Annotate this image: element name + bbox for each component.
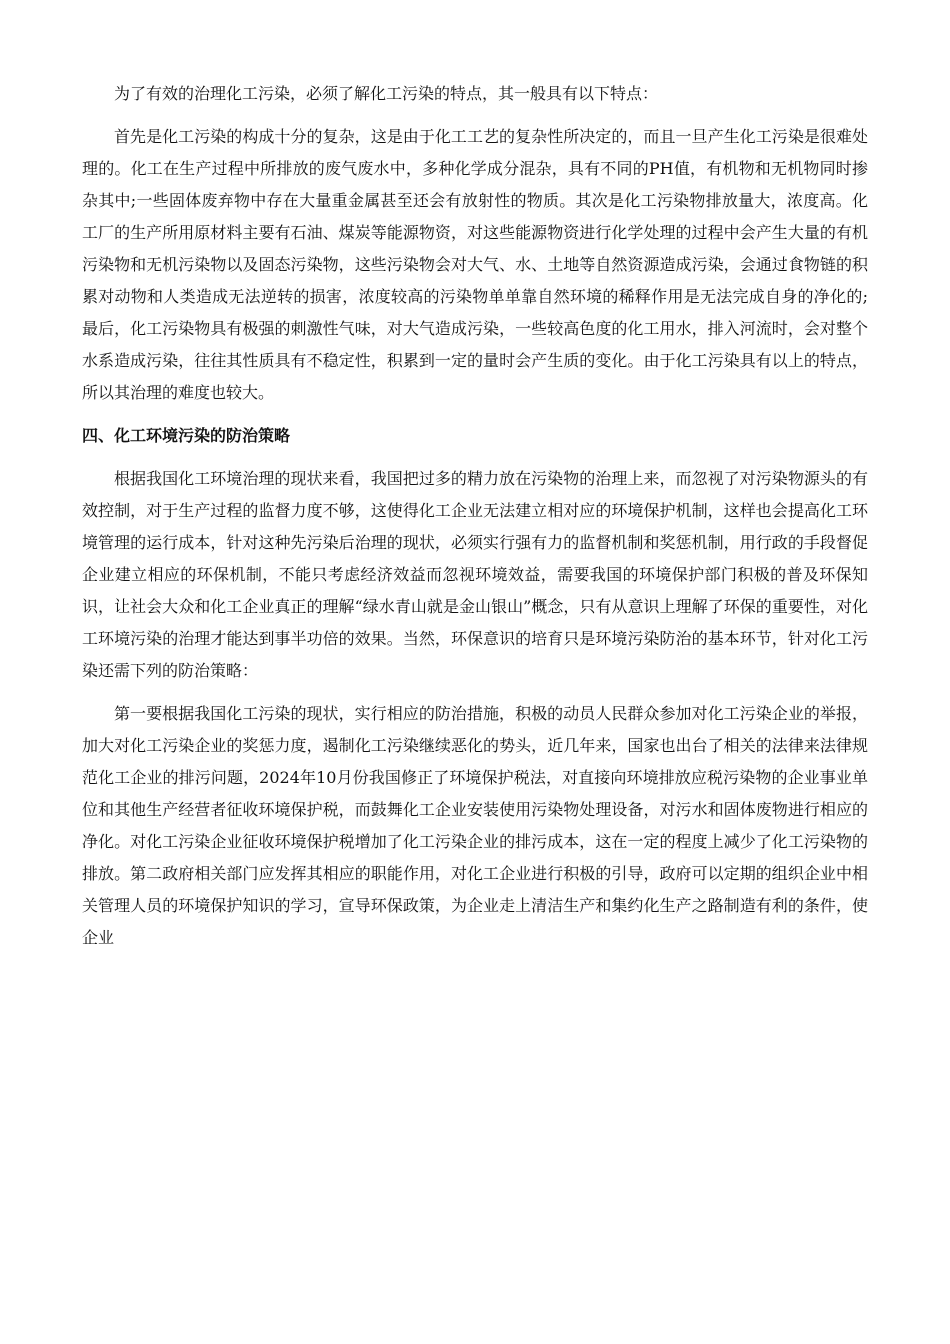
paragraph-pollution-features-detail: 首先是化工污染的构成十分的复杂，这是由于化工工艺的复杂性所决定的，而且一旦产生化工污染是很难处理的。化工在生产过程中所排放的废气废水中，多种化学成分混杂，具有不同的PH值，有机物和无机物同时掺杂其中;一些固体废弃物中存在大量重金属甚至还会有放射性的物质。其次是化工污染物排放量大，浓度高。化工厂的生产所用原材料主要有石油、煤炭等能源物资，对这些能源物资进行化学处理的过程中会产生大量的有机污染物和无机污染物以及固态污染物，这些污染物会对大气、水、土地等自然资源造成污染，会通过食物链的积累对动物和人类造成无法逆转的损害，浓度较高的污染物单单靠自然环境的稀释作用是无法完成自身的净化的;最后，化工污染物具有极强的刺激性气味，对大气造成污染，一些较高色度的化工用水，排入河流时，会对整个水系造成污染，往往其性质具有不稳定性，积累到一定的量时会产生质的变化。由于化工污染具有以上的特点，所以其治理的难度也较大。	[82, 127, 868, 402]
paragraph-first-second-measures: 第一要根据我国化工污染的现状，实行相应的防治措施，积极的动员人民群众参加对化工污染企业的举报，加大对化工污染企业的奖惩力度，遏制化工污染继续恶化的势头，近几年来，国家也出台了相关的法律来法律规范化工企业的排污问题，2024年10月份我国修正了环境保护税法，对直接向环境排放应税污染物的企业事业单位和其他生产经营者征收环境保护税，而鼓舞化工企业安装使用污染物处理设备，对污水和固体废物进行相应的净化。对化工污染企业征收环境保护税增加了化工污染企业的排污成本，这在一定的程度上减少了化工污染物的排放。第二政府相关部门应发挥其相应的职能作用，对化工企业进行积极的引导，政府可以定期的组织企业中相关管理人员的环境保护知识的学习，宣导环保政策，为企业走上清洁生产和集约化生产之路制造有利的条件，使企业	[82, 704, 868, 947]
section-heading-prevention-strategies: 四、化工环境污染的防治策略	[82, 426, 291, 445]
paragraph-pollution-features-intro: 为了有效的治理化工污染，必须了解化工污染的特点，其一般具有以下特点：	[114, 84, 659, 103]
paragraph-governance-status: 根据我国化工环境治理的现状来看，我国把过多的精力放在污染物的治理上来，而忽视了对污染物源头的有效控制，对于生产过程的监督力度不够，这使得化工企业无法建立相对应的环境保护机制，这样也会提高化工环境管理的运行成本，针对这种先污染后治理的现状，必须实行强有力的监督机制和奖惩机制，用行政的手段督促企业建立相应的环保机制，不能只考虑经济效益而忽视环境效益，需要我国的环境保护部门积极的普及环保知识，让社会大众和化工企业真正的理解“绿水青山就是金山银山”概念，只有从意识上理解了环保的重要性，对化工环境污染的治理才能达到事半功倍的效果。当然，环保意识的培育只是环境污染防治的基本环节，针对化工污染还需下列的防治策略：	[82, 469, 868, 680]
document-page	[82, 78, 868, 965]
